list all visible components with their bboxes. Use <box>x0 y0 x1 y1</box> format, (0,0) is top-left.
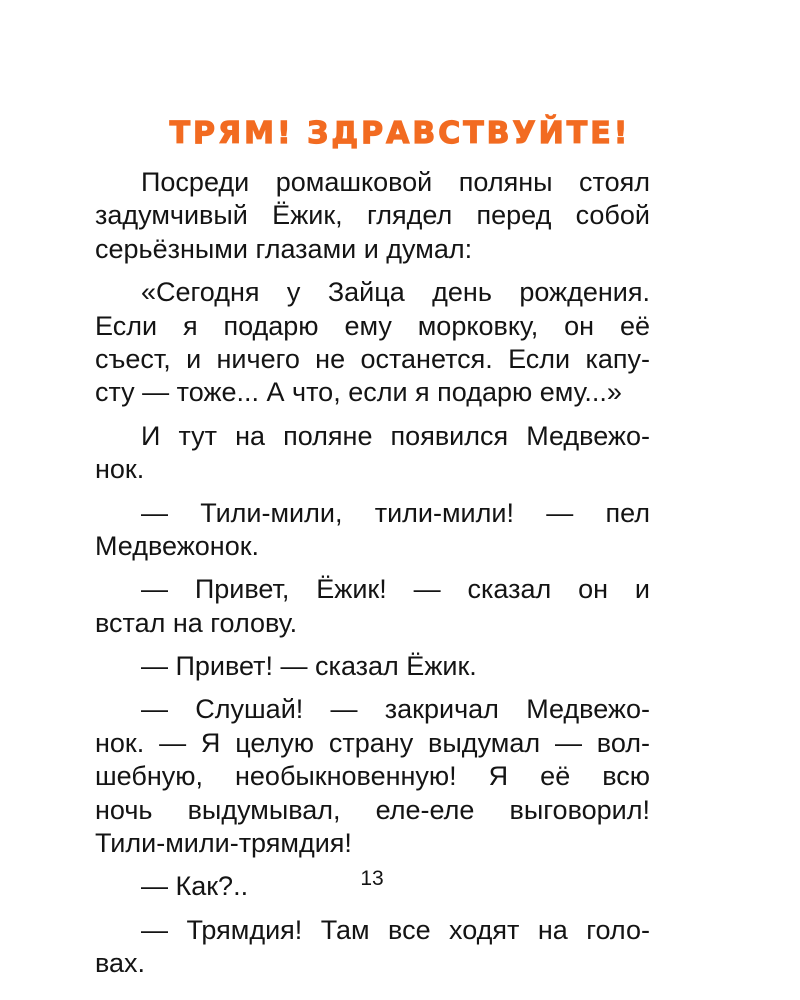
text-line: задумчивый Ёжик, глядел перед собой <box>95 200 650 231</box>
text-line: вах. <box>95 948 146 979</box>
text-line: серьёзными глазами и думал: <box>95 233 473 264</box>
text-line: ночь выдумывал, еле-еле выговорил! <box>95 794 650 825</box>
text-line: Тили-мили-трямдия! <box>95 828 352 859</box>
chapter-text <box>95 166 650 981</box>
text-line: Если я подарю ему морковку, он её <box>95 310 650 341</box>
text-line: встал на голову. <box>95 607 298 638</box>
text-line: И тут на поляне появился Медвежо- <box>141 420 650 451</box>
text-line: — Трямдия! Там все ходят на голо- <box>141 914 650 945</box>
text-line: — Как?.. <box>141 871 249 902</box>
text-line: «Сегодня у Зайца день рождения. <box>141 277 650 308</box>
chapter-title: ТРЯМ! ЗДРАВСТВУЙТЕ! <box>169 116 631 151</box>
text-line: — Тили-мили, тили-мили! — пел <box>141 497 650 528</box>
text-line: — Слушай! — закричал Медвежо- <box>141 694 650 725</box>
text-line: — Привет! — сказал Ёжик. <box>141 651 477 682</box>
page-number: 13 <box>360 867 384 890</box>
text-line: — Привет, Ёжик! — сказал он и <box>141 574 650 605</box>
text-line: шебную, необыкновенную! Я её всю <box>95 761 650 792</box>
text-line: нок. — Я целую страну выдумал — вол- <box>95 727 650 758</box>
text-line: съест, и ничего не останется. Если капу- <box>95 343 650 374</box>
text-line: Посреди ромашковой поляны стоял <box>141 167 650 197</box>
text-line: Медвежонок. <box>95 530 260 561</box>
text-line: сту — тоже... А что, если я подарю ему...» <box>95 377 622 408</box>
text-line: нок. <box>95 454 145 485</box>
